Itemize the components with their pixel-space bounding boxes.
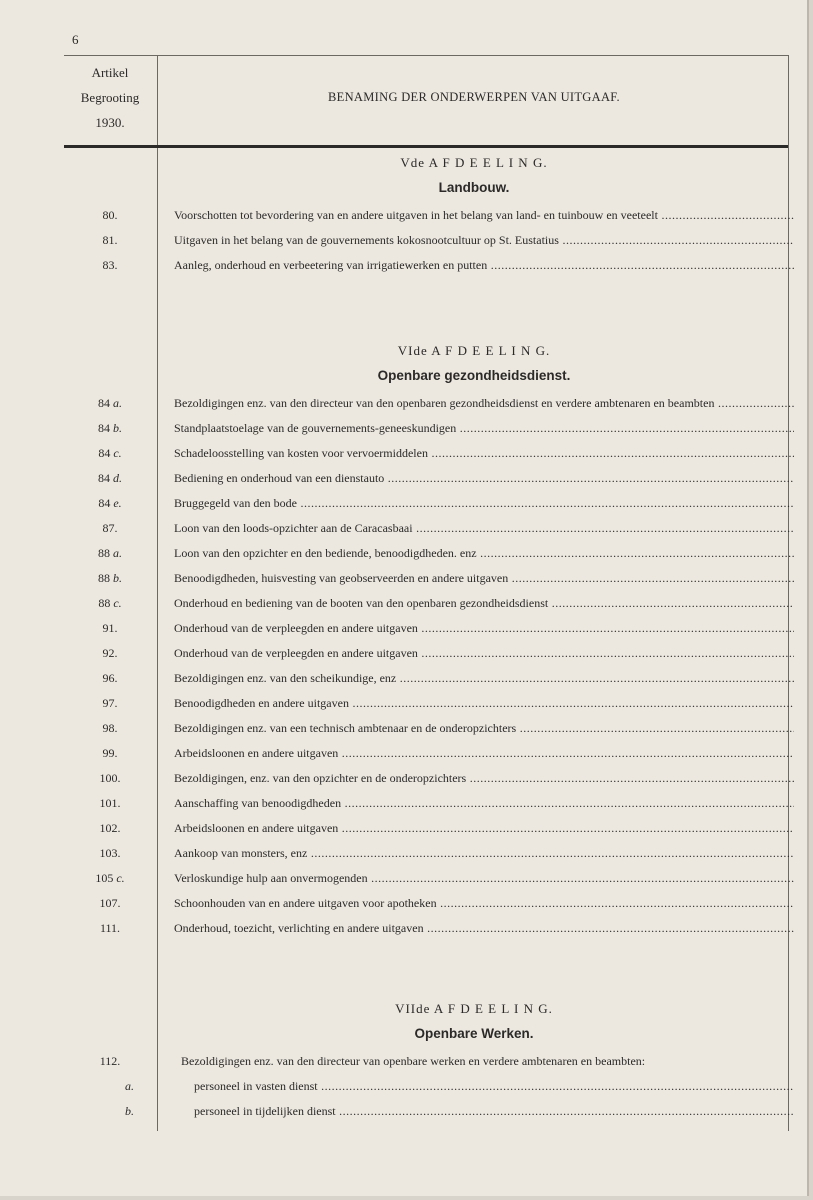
header-article-column xyxy=(64,60,156,135)
row-code: 99. xyxy=(102,746,118,760)
table-row xyxy=(64,593,794,613)
table-row xyxy=(64,418,794,438)
row-code-suffix: b. xyxy=(113,571,122,585)
row-code-number: 88 xyxy=(98,596,111,610)
section-title: VIde A F D E E L I N G. xyxy=(397,343,551,358)
table-row xyxy=(64,843,794,863)
row-code: 81. xyxy=(102,233,118,247)
row-description: Arbeidsloonen en andere uitgaven ..... xyxy=(174,818,794,838)
row-code: 102. xyxy=(99,821,121,835)
table-row xyxy=(64,643,794,663)
row-code: 91. xyxy=(102,621,118,635)
row-code: a. xyxy=(125,1079,134,1093)
row-code: 107. xyxy=(99,896,121,910)
row-description: Voorschotten tot bevordering van en andere uitgaven in het belang van land- en tuinbouw en veeteelt ..... xyxy=(174,205,794,225)
row-code xyxy=(64,418,156,438)
row-code-number: 84 xyxy=(98,396,110,410)
row-description: Onderhoud en bediening van de booten van den openbaren gezondheidsdienst ..... xyxy=(174,593,794,613)
table-row xyxy=(64,393,794,413)
table-row xyxy=(64,1051,794,1071)
table-row xyxy=(64,893,794,913)
row-code: 101. xyxy=(99,796,121,810)
table-row xyxy=(64,493,794,513)
table-row xyxy=(64,868,794,888)
table-row xyxy=(64,718,794,738)
table-row xyxy=(64,1101,794,1121)
table-row xyxy=(64,543,794,563)
row-description: Verloskundige hulp aan onvermogenden ..... xyxy=(174,868,794,888)
header-year-label: 1930. xyxy=(95,115,125,130)
row-code-number: 84 xyxy=(98,421,110,435)
row-description: Standplaatstoelage van de gouvernements-geneeskundigen ..... xyxy=(174,418,794,438)
header-description-column: BENAMING DER ONDERWERPEN VAN UITGAAF. xyxy=(328,90,620,104)
row-code xyxy=(64,568,156,588)
row-code-suffix: c. xyxy=(116,871,125,885)
row-description: Onderhoud, toezicht, verlichting en andere uitgaven ..... xyxy=(174,918,794,938)
row-description: Aankoop van monsters, enz ..... xyxy=(174,843,794,863)
row-code: 97. xyxy=(102,696,118,710)
page-number: 6 xyxy=(72,32,79,47)
row-code xyxy=(64,493,156,513)
section-subtitle: Landbouw. xyxy=(438,180,510,195)
row-code-suffix: d. xyxy=(113,471,122,485)
row-code: 103. xyxy=(99,846,121,860)
table-row xyxy=(64,1076,794,1096)
row-code: 80. xyxy=(102,208,118,222)
row-code: 100. xyxy=(99,771,121,785)
row-description: Benoodigdheden en andere uitgaven ..... xyxy=(174,693,794,713)
row-description: Bezoldigingen enz. van een technisch ambtenaar en de onderopzichters ..... xyxy=(174,718,794,738)
row-description: Bruggegeld van den bode ..... xyxy=(174,493,794,513)
table-row xyxy=(64,743,794,763)
row-code-suffix: a. xyxy=(113,396,122,410)
row-code xyxy=(64,868,156,888)
section-subtitle: Openbare gezondheidsdienst. xyxy=(377,368,571,383)
section-subtitle: Openbare Werken. xyxy=(414,1026,534,1041)
row-description: Bezoldigingen enz. van den directeur van openbare werken en verdere ambtenaren en beambten: xyxy=(181,1054,646,1068)
row-code: 96. xyxy=(102,671,118,685)
row-description: Aanleg, onderhoud en verbeetering van irrigatiewerken en putten ..... xyxy=(174,255,794,275)
row-description: Loon van den loods-opzichter aan de Caracasbaai ..... xyxy=(174,518,794,538)
table-row xyxy=(64,205,794,225)
row-description: Arbeidsloonen en andere uitgaven ..... xyxy=(174,743,794,763)
row-code xyxy=(64,543,156,563)
row-code-number: 105 xyxy=(95,871,114,885)
row-code: 83. xyxy=(102,258,118,272)
row-description: Schoonhouden van en andere uitgaven voor apotheken ..... xyxy=(174,893,794,913)
row-code-suffix: b. xyxy=(113,421,122,435)
row-code: 92. xyxy=(102,646,118,660)
table-row xyxy=(64,443,794,463)
row-code-number: 88 xyxy=(98,571,110,585)
row-description: personeel in tijdelijken dienst ..... xyxy=(194,1101,794,1121)
table-row xyxy=(64,518,794,538)
table-row xyxy=(64,468,794,488)
header-rule xyxy=(64,145,788,148)
row-code xyxy=(64,468,156,488)
row-code-suffix: c. xyxy=(113,446,122,460)
row-code-suffix: c. xyxy=(113,596,122,610)
row-code: 87. xyxy=(102,521,118,535)
row-description: Onderhoud van de verpleegden en andere uitgaven ..... xyxy=(174,643,794,663)
row-code-number: 84 xyxy=(98,471,110,485)
table-row xyxy=(64,693,794,713)
table-row xyxy=(64,793,794,813)
row-code-number: 84 xyxy=(98,496,111,510)
row-description: Onderhoud van de verpleegden en andere uitgaven ..... xyxy=(174,618,794,638)
row-description: Uitgaven in het belang van de gouvernements kokosnootcultuur op St. Eustatius ..... xyxy=(174,230,794,250)
table-row xyxy=(64,568,794,588)
row-description: Bezoldigingen enz. van den directeur van den openbaren gezondheidsdienst en verdere ambtenaren en beambten ..... xyxy=(174,393,794,413)
row-code-suffix: e. xyxy=(113,496,122,510)
row-description: Benoodigdheden, huisvesting van geobserveerden en andere uitgaven ..... xyxy=(174,568,794,588)
table-row xyxy=(64,768,794,788)
row-description: Schadeloosstelling van kosten voor vervoermiddelen ..... xyxy=(174,443,794,463)
row-description: Loon van den opzichter en den bediende, benoodigdheden. enz ..... xyxy=(174,543,794,563)
table-row xyxy=(64,230,794,250)
row-code xyxy=(64,443,156,463)
row-description: Bediening en onderhoud van een dienstauto ..... xyxy=(174,468,794,488)
section-title: VIIde A F D E E L I N G. xyxy=(395,1001,553,1016)
table-row xyxy=(64,918,794,938)
row-code xyxy=(64,593,156,613)
row-description: Bezoldigingen, enz. van den opzichter en de onderopzichters ..... xyxy=(174,768,794,788)
row-code: 112. xyxy=(99,1054,121,1068)
table-row xyxy=(64,618,794,638)
table-row xyxy=(64,255,794,275)
row-code xyxy=(64,393,156,413)
table-row xyxy=(64,818,794,838)
row-code: 98. xyxy=(102,721,118,735)
table-row xyxy=(64,668,794,688)
row-code-suffix: a. xyxy=(113,546,122,560)
table-top-border xyxy=(64,55,788,56)
row-description: Bezoldigingen enz. van den scheikundige, enz ..... xyxy=(174,668,794,688)
row-code: b. xyxy=(125,1104,134,1118)
header-article-label: Artikel xyxy=(91,65,129,80)
header-budget-label: Begrooting xyxy=(80,90,140,105)
row-code: 111. xyxy=(99,921,121,935)
row-code-number: 88 xyxy=(98,546,110,560)
row-description: personeel in vasten dienst ..... xyxy=(194,1076,794,1096)
row-code-number: 84 xyxy=(98,446,111,460)
row-description: Aanschaffing van benoodigdheden ..... xyxy=(174,793,794,813)
section-title: Vde A F D E E L I N G. xyxy=(400,155,548,170)
